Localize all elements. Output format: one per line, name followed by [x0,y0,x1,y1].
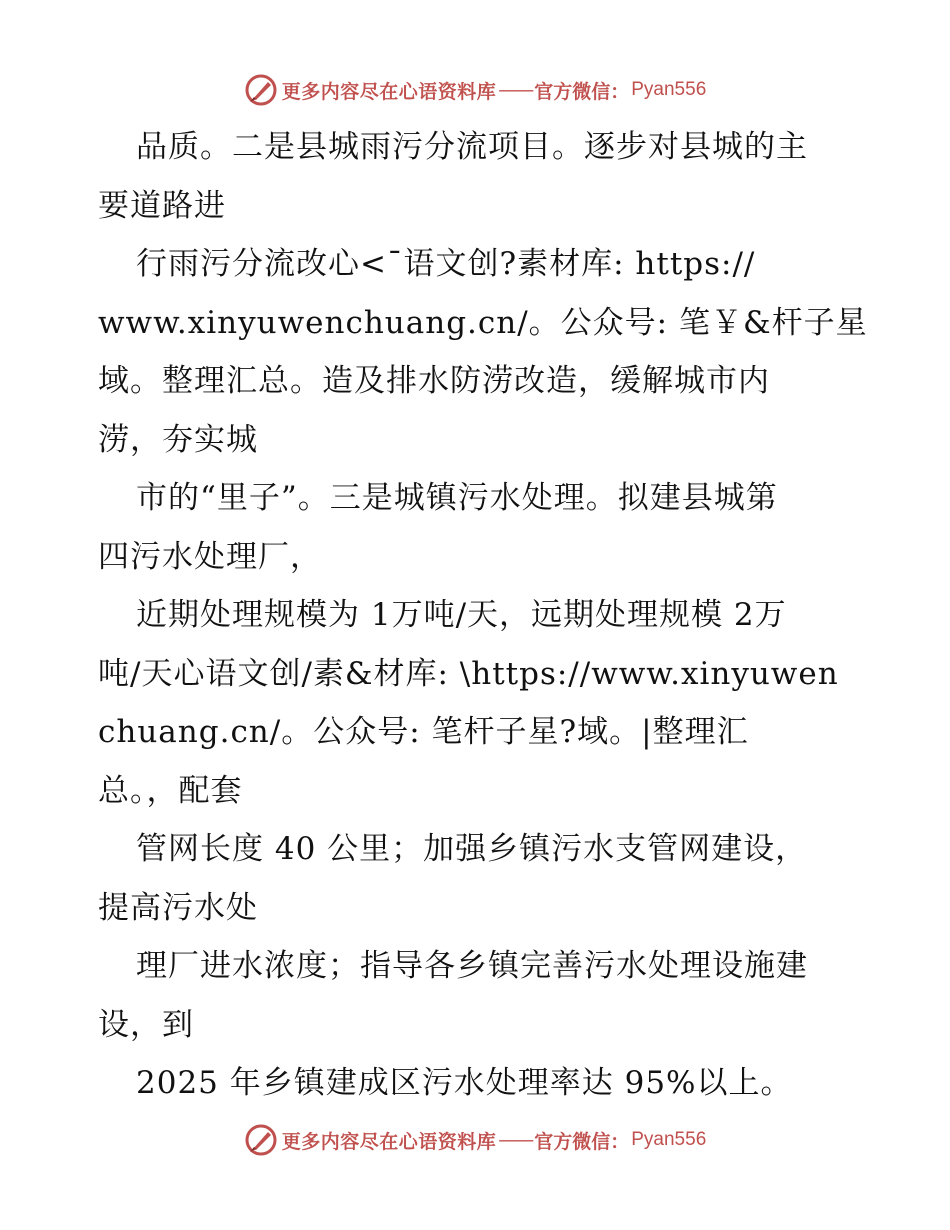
text-line: 提高污水处 [98,889,258,926]
banner-text: 更多内容尽在心语资料库 [281,1130,497,1153]
text-line: 域。整理汇总。造及排水防涝改造，缓解城市内 [98,363,770,399]
footer-banner [0,1120,950,1160]
text-line: www.xinyuwenchuang.cn/。公众号: 笔￥&杆子星 [98,304,868,341]
banner-wechat-label: 官方微信： [534,80,630,103]
text-line: 品质。二是县城雨污分流项目。逐步对县城的主 [136,129,808,165]
text-line: 总。，配套 [98,772,243,809]
text-line: 设，到 [98,1006,194,1043]
text-line: 近期处理规模为 1万吨/天，远期处理规模 2万 [136,597,787,633]
text-line: 理厂进水浓度；指导各乡镇完善污水处理设施建 [136,948,808,984]
banner-dash: —— [498,79,533,101]
quill-logo-icon [244,1123,278,1157]
text-line: 四污水处理厂， [98,538,322,575]
banner-text: 更多内容尽在心语资料库 [281,80,497,103]
text-line: 2025 年乡镇建成区污水处理率达 95%以上。 [136,1065,793,1101]
text-line: 管网长度 40 公里；加强乡镇污水支管网建设， [136,831,808,867]
text-line: 涝，夯实城 [98,421,258,458]
banner-dash: —— [498,1129,533,1151]
text-line: 行雨污分流改心<¯语文创?素材库: https:// [136,246,756,282]
text-line: 吨/天心语文创/素&材库: \https://www.xinyuwen [98,655,839,692]
text-line: chuang.cn/。公众号: 笔杆子星?域。|整理汇 [98,714,749,750]
text-line: 要道路进 [98,187,226,224]
banner-wechat-id: Pyan556 [631,79,707,100]
banner-wechat-label: 官方微信： [534,1130,630,1153]
header-banner [0,70,950,110]
quill-logo-icon [244,73,278,107]
document-body [98,118,868,1113]
banner-wechat-id: Pyan556 [631,1129,707,1150]
text-line: 市的“里子”。三是城镇污水处理。拟建县城第 [136,480,778,516]
